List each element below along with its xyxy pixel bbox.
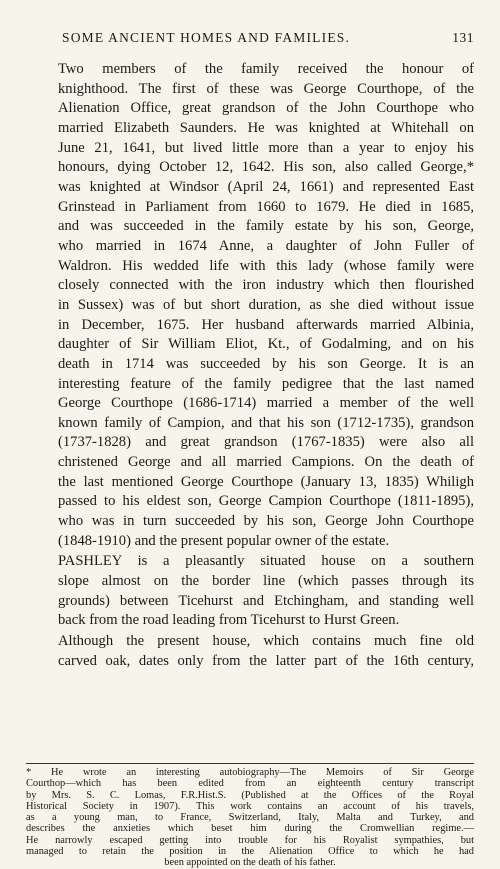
text-line: (1848-1910) and the present popular owner of the estate. — [58, 532, 390, 549]
footnote-line: Historical Society in 1907). This work contains an account of his travels, — [26, 800, 474, 812]
footnote-line: * He wrote an interesting autobiography—The Memoirs of Sir George — [26, 767, 474, 778]
text-line: married Elizabeth Saunders. He was knighted at Whitehall on — [58, 119, 474, 136]
text-line: Grinstead in Parliament from 1660 to 1679. He died in 1685, — [58, 198, 474, 215]
paragraph-courthope-knights — [26, 60, 474, 551]
footnote-divider — [26, 763, 474, 764]
text-line: and was succeeded in the family estate by his son, George, — [58, 218, 474, 235]
text-line: who married in 1674 Anne, a daughter of John Fuller of — [58, 237, 474, 254]
place-name-pashley: PASHLEY — [58, 553, 122, 570]
running-header — [62, 30, 474, 46]
text-fragment: is a pleasantly situated house on a southern — [121, 553, 474, 570]
text-line: Although the present house, which contains much fine old — [58, 633, 474, 650]
text-line: grounds) between Ticehurst and Etchingham, and standing well — [58, 592, 474, 609]
text-line: christened George and all married Campions. On the death of — [58, 454, 474, 471]
text-line: Two members of the family received the honour of — [58, 61, 474, 77]
text-line: honours, dying October 12, 1642. His son, also called George,* — [58, 159, 474, 176]
text-line: slope almost on the border line (which passes through its — [58, 573, 474, 590]
text-line: (1737-1828) and great grandson (1767-1835) were also all — [58, 434, 474, 451]
running-title: SOME ANCIENT HOMES AND FAMILIES. — [62, 30, 351, 45]
text-line: Alienation Office, great grandson of the John Courthope who — [58, 100, 474, 117]
footnote-line: as a young man, to France, Switzerland, Italy, Malta and Turkey, and — [26, 812, 474, 824]
footnote-line: describes the anxieties which beset him during the Cromwellian regime.— — [26, 823, 474, 835]
footnote — [26, 767, 474, 869]
text-line: interesting feature of the family pedigree that the last named — [58, 375, 474, 392]
body-text — [26, 60, 474, 672]
text-line: the last mentioned George Courthope (January 13, 1835) Whiligh — [58, 473, 474, 490]
text-line — [26, 552, 474, 572]
text-line: closely connected with the iron industry which then flourished — [58, 277, 474, 294]
text-line: known family of Campion, and that his son (1712-1735), grandson — [58, 414, 474, 431]
text-line: carved oak, dates only from the latter part of the 16th century, — [58, 652, 474, 669]
text-line: who was in turn succeeded by his son, George John Courthope — [58, 513, 474, 530]
text-line: passed to his eldest son, George Campion Courthope (1811-1895), — [58, 493, 474, 510]
text-line: in December, 1675. Her husband afterwards married Albinia, — [58, 316, 474, 333]
footnote-line: managed to retain the position in the Alienation Office to which he had — [26, 846, 474, 858]
text-line: death in 1714 was succeeded by his son George. It is an — [58, 355, 474, 372]
footnote-line: by Mrs. S. C. Lomas, F.R.Hist.S. (Published at the Offices of the Royal — [26, 789, 474, 801]
footnote-line: He narrowly escaped getting into trouble for his Royalist sympathies, but — [26, 834, 474, 846]
text-line: was knighted at Windsor (April 24, 1661) and represented East — [58, 178, 474, 195]
text-line: in Sussex) was of but short duration, as she died without issue — [58, 296, 474, 313]
text-line: June 21, 1641, but lived little more than a year to enjoy his — [58, 139, 474, 156]
paragraph-pashley — [26, 552, 474, 631]
text-line: daughter of Sir William Eliot, Kt., of Godalming, and on his — [58, 336, 474, 353]
text-line: back from the road leading from Ticehurst to Hurst Green. — [58, 612, 400, 629]
text-line: knighthood. The first of these was George Courthope, of the — [58, 80, 474, 97]
footnote-line: Courthop—which has been edited from an eighteenth century transcript — [26, 778, 474, 790]
footnote-line: been appointed on the death of his father. — [164, 857, 336, 869]
text-line: Waldron. His wedded life with this lady (whose family were — [58, 257, 474, 274]
text-line: George Courthope (1686-1714) married a member of the well — [58, 395, 474, 412]
paragraph-present-house — [26, 632, 474, 671]
page-number: 131 — [452, 30, 474, 45]
